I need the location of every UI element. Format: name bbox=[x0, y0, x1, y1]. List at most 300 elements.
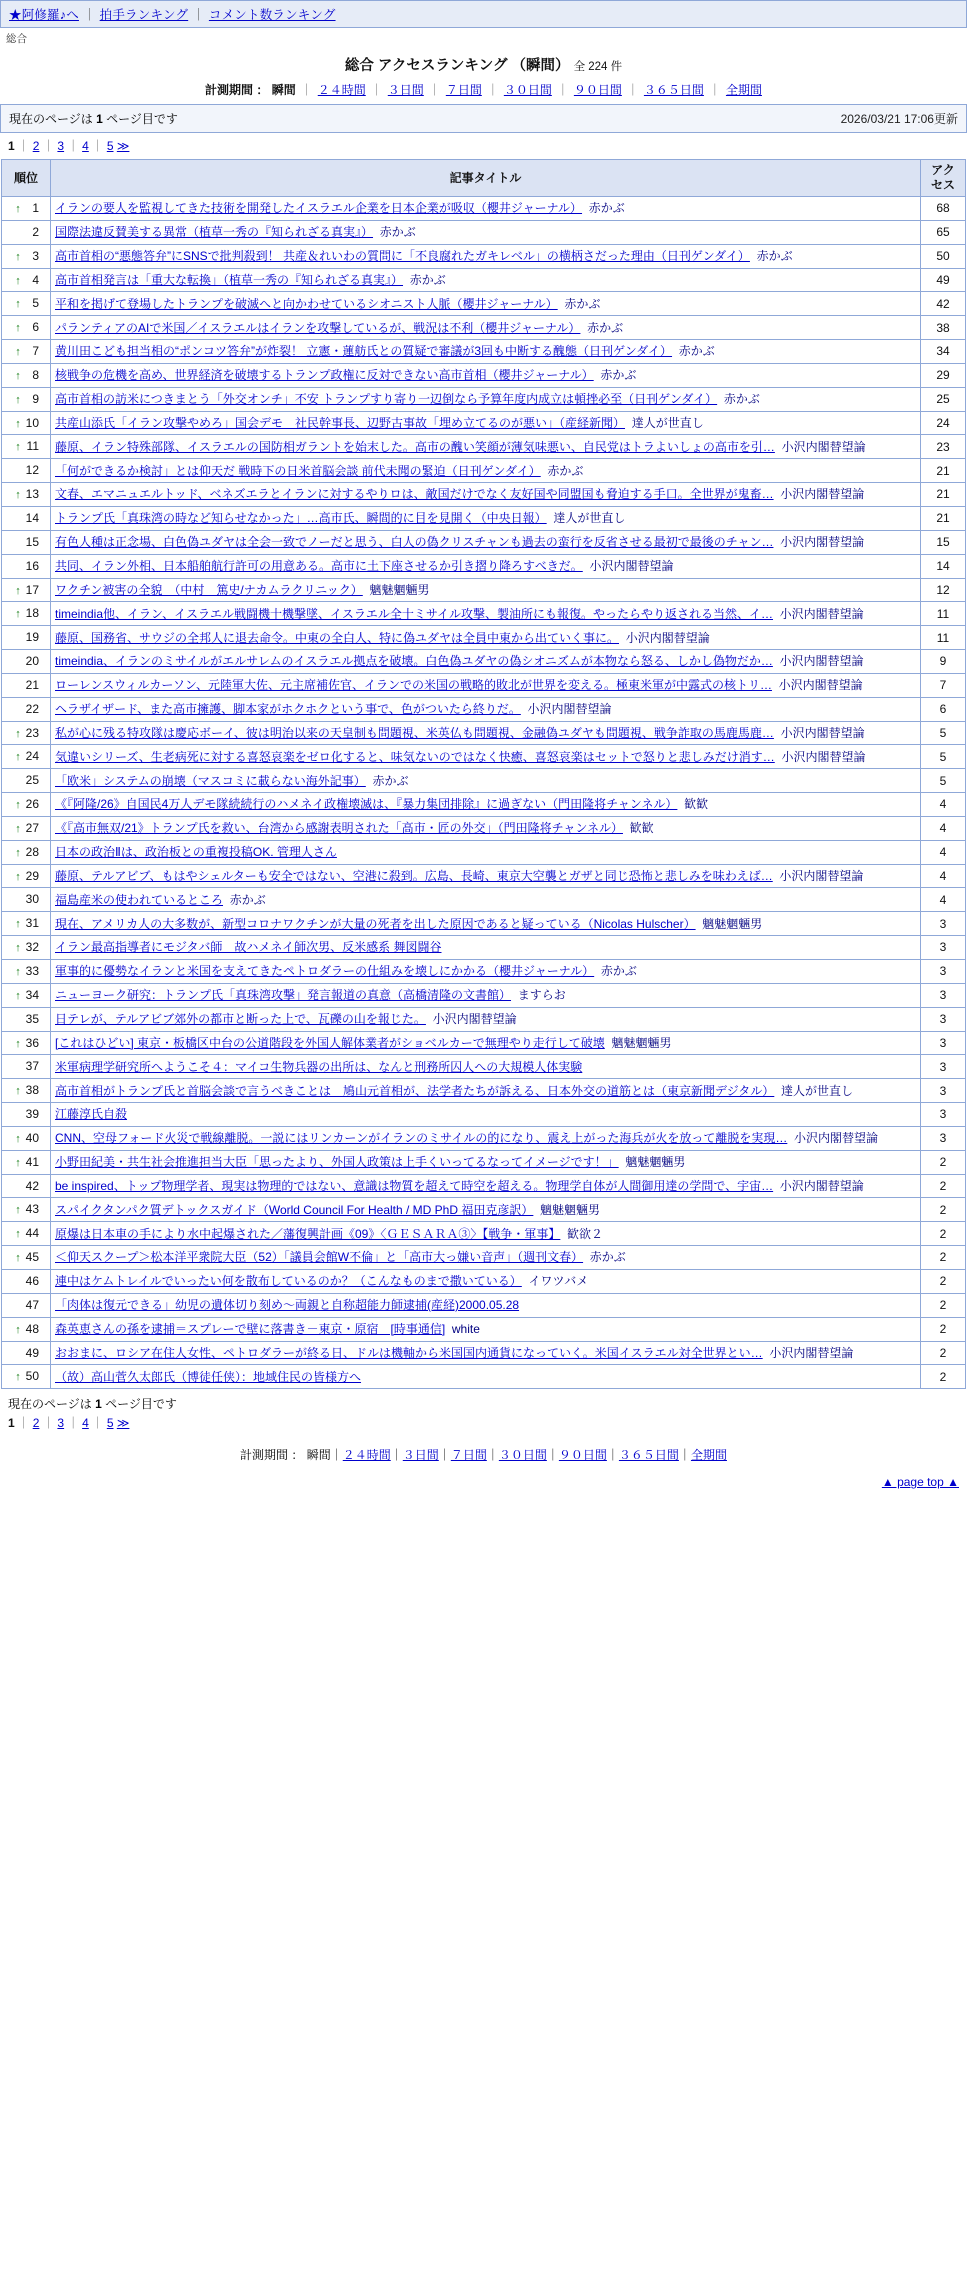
rank-up-arrow-icon: ↑ bbox=[15, 751, 21, 764]
rank-up-arrow-icon: ↑ bbox=[15, 822, 21, 835]
article-title-link[interactable]: 有色人種は正念場、白色偽ユダヤは全会一致でノーだと思う、白人の偽クリスチャンも過去の蛮行を反省させる最初で最後のチャン… bbox=[55, 535, 774, 550]
rank-cell bbox=[2, 936, 51, 960]
rank-number: 3 bbox=[32, 248, 39, 263]
access-count: 2 bbox=[921, 1317, 966, 1341]
rank-up-arrow-icon: ↑ bbox=[15, 727, 21, 740]
article-author: 赤かぶ bbox=[600, 964, 637, 979]
article-author: 魑魅魍魎男 bbox=[611, 1035, 672, 1050]
period-option-365d-bottom[interactable]: ３６５日間 bbox=[618, 1448, 679, 1463]
pager-bottom-next[interactable]: ≫ bbox=[116, 1416, 130, 1431]
access-count: 29 bbox=[921, 363, 966, 387]
article-title-cell bbox=[51, 244, 921, 268]
article-title-link[interactable]: 福島産米の使われているところ bbox=[55, 892, 224, 907]
rank-cell bbox=[2, 530, 51, 554]
rank-cell bbox=[2, 1365, 51, 1389]
rank-up-arrow-icon bbox=[13, 679, 23, 694]
article-author: 赤かぶ bbox=[723, 392, 760, 407]
table-row bbox=[2, 1079, 966, 1103]
article-author: 小沢内閣替望論 bbox=[780, 725, 865, 740]
article-author: 赤かぶ bbox=[379, 225, 416, 240]
rank-cell bbox=[2, 745, 51, 769]
article-title-cell bbox=[51, 769, 921, 793]
access-count: 2 bbox=[921, 1198, 966, 1222]
table-row bbox=[2, 292, 966, 316]
article-title-cell bbox=[51, 1341, 921, 1365]
period-bar-1: ｜ bbox=[370, 83, 383, 97]
rank-up-arrow-icon: ↑ bbox=[15, 250, 21, 263]
article-title-cell bbox=[51, 745, 921, 769]
article-author: 魑魅魍魎男 bbox=[702, 916, 763, 931]
page-info-left bbox=[9, 110, 178, 127]
rank-cell bbox=[2, 340, 51, 364]
period-option-24h-top[interactable]: ２４時間 bbox=[317, 83, 366, 97]
article-title-link[interactable]: 藤原、国務省、サウジの全邦人に退去命令。中東の全白人、特に偽ユダヤは全員中東から出ていく事に。 bbox=[55, 630, 620, 645]
rank-up-arrow-icon: ↑ bbox=[15, 441, 21, 454]
article-author: 赤かぶ bbox=[756, 249, 793, 264]
pager-top-page-1: 1 bbox=[8, 139, 15, 153]
article-title-link[interactable]: パランティアのAIで米国／イスラエルはイランを攻撃しているが、戦況は不利（櫻井ジャーナル） bbox=[55, 320, 581, 335]
article-title-link[interactable]: 平和を掲げて登場したトランプを破滅へと向かわせているシオニスト人脈（櫻井ジャーナル） bbox=[55, 296, 558, 311]
rank-number: 2 bbox=[32, 224, 39, 239]
article-title-link[interactable]: 核戦争の危機を高め、世界経済を破壊するトランプ政権に反対できない高市首相（櫻井ジャーナル） bbox=[55, 368, 594, 383]
pager-top-page-5[interactable]: 5 bbox=[106, 139, 114, 153]
pager-top-bar-4: ｜ bbox=[91, 139, 104, 153]
article-author: 小沢内閣替望論 bbox=[794, 1131, 879, 1146]
page-info-bar bbox=[0, 104, 967, 133]
article-title-link[interactable]: 国際法違反賛美する異常（植草一秀の『知られざる真実』） bbox=[55, 225, 374, 240]
period-bottom-bar-3: ｜ bbox=[486, 1448, 499, 1463]
rank-number: 34 bbox=[25, 987, 39, 1002]
rank-cell bbox=[2, 673, 51, 697]
rank-cell bbox=[2, 1198, 51, 1222]
article-author: 赤かぶ bbox=[564, 296, 601, 311]
access-count: 2 bbox=[921, 1150, 966, 1174]
rank-number: 21 bbox=[25, 677, 39, 692]
rank-up-arrow-icon: ↑ bbox=[15, 393, 21, 406]
header-title: 記事タイトル bbox=[51, 160, 921, 197]
rank-cell bbox=[2, 864, 51, 888]
pager-bottom-bar-4: ｜ bbox=[91, 1416, 104, 1431]
article-title-cell bbox=[51, 411, 921, 435]
table-row bbox=[2, 769, 966, 793]
period-option-3d-bottom[interactable]: ３日間 bbox=[402, 1448, 439, 1463]
period-option-all-top[interactable]: 全期間 bbox=[725, 83, 762, 97]
period-bar-3: ｜ bbox=[486, 83, 499, 97]
article-title-cell bbox=[51, 840, 921, 864]
access-count: 2 bbox=[921, 1246, 966, 1270]
article-title-cell bbox=[51, 1055, 921, 1079]
pager-bottom-page-2[interactable]: 2 bbox=[32, 1416, 40, 1431]
period-option-3d-top[interactable]: ３日間 bbox=[387, 83, 424, 97]
access-count: 5 bbox=[921, 745, 966, 769]
rank-cell bbox=[2, 912, 51, 936]
article-title-link[interactable]: おおまに、ロシア在住人女性、ペトロダラーが終る日、ドルは機軸から米国国内通貨になっていく。米国イスラエル対全世界とい… bbox=[55, 1345, 763, 1360]
period-option-30d-top[interactable]: ３０日間 bbox=[503, 83, 552, 97]
rank-up-arrow-icon bbox=[13, 1275, 23, 1290]
page-top-link[interactable]: ▲ page top ▲ bbox=[881, 1475, 959, 1490]
page-top-link-container bbox=[0, 1469, 967, 1503]
access-count: 2 bbox=[921, 1269, 966, 1293]
period-option-7d-top[interactable]: ７日間 bbox=[445, 83, 482, 97]
rank-cell bbox=[2, 1055, 51, 1079]
rank-number: 16 bbox=[25, 558, 39, 573]
table-row bbox=[2, 1365, 966, 1389]
table-row bbox=[2, 697, 966, 721]
access-count: 4 bbox=[921, 793, 966, 817]
article-title-cell bbox=[51, 602, 921, 626]
access-count: 4 bbox=[921, 864, 966, 888]
period-option-90d-top[interactable]: ９０日間 bbox=[573, 83, 622, 97]
article-title-cell bbox=[51, 1126, 921, 1150]
article-title-link[interactable]: [これはひどい] 東京・板橋区中台の公道階段を外国人解体業者がショベルカーで無理やり走行して破壊 bbox=[55, 1035, 605, 1050]
table-row bbox=[2, 673, 966, 697]
access-count: 5 bbox=[921, 721, 966, 745]
article-title-link[interactable]: 共産山添氏「イラン攻撃やめろ」国会デモ 社民幹事長、辺野古事故「埋め立てるのが悪い」（産経新聞） bbox=[55, 415, 626, 430]
table-row bbox=[2, 816, 966, 840]
article-title-link[interactable]: 「欧米」システムの崩壊（マスコミに載らない海外記事） bbox=[55, 773, 366, 788]
access-count: 3 bbox=[921, 1055, 966, 1079]
pager-bottom-page-5[interactable]: 5 bbox=[106, 1416, 114, 1431]
article-title-link[interactable]: 《『阿隆/26》自国民4万人デモ隊続続行のハメネイ政権壊滅は、『暴力集団排除』に過ぎない（門田隆将チャンネル） bbox=[55, 797, 678, 812]
article-title-link[interactable]: 森英恵さんの孫を逮捕＝スプレーで壁に落書き－東京・原宿 [時事通信] bbox=[55, 1321, 446, 1336]
access-count: 3 bbox=[921, 1103, 966, 1127]
rank-up-arrow-icon: ↑ bbox=[15, 799, 21, 812]
table-row bbox=[2, 578, 966, 602]
article-title-cell bbox=[51, 1007, 921, 1031]
rank-number: 49 bbox=[25, 1345, 39, 1360]
article-title-link[interactable]: 「肉体は復元できる」幼児の遺体切り刻め～両親と自称超能力師逮捕(産経)2000.05.28 bbox=[55, 1298, 520, 1313]
article-title-cell bbox=[51, 1246, 921, 1270]
article-title-link[interactable]: ＜仰天スクープ＞松本洋平衆院大臣（52）「議員会館W不倫」と「高市大っ嫌い音声」（週刊文春） bbox=[55, 1250, 584, 1265]
article-title-cell bbox=[51, 721, 921, 745]
article-title-cell bbox=[51, 816, 921, 840]
article-title-link[interactable]: 「何ができるか検討」とは仰天だ 戦時下の日米首脳会談 前代未聞の緊迫（日刊ゲンダイ） bbox=[55, 463, 541, 478]
table-row bbox=[2, 363, 966, 387]
rank-up-arrow-icon bbox=[13, 774, 23, 789]
rank-number: 1 bbox=[32, 201, 39, 215]
article-title-link[interactable]: 日本の政治Ⅱは、政治板との重複投稿OK. 管理人さん bbox=[55, 845, 337, 860]
access-count: 3 bbox=[921, 1079, 966, 1103]
article-title-cell bbox=[51, 1365, 921, 1389]
nav-separator-2: ｜ bbox=[192, 8, 205, 22]
rank-cell bbox=[2, 363, 51, 387]
rank-up-arrow-icon: ↑ bbox=[15, 489, 21, 502]
article-title-link[interactable]: 藤原、テルアビブ、もはやシェルターも安全ではない、空港に殺到。広島、長崎、東京大空襲とガザと同じ恐怖と悲しみを味わえば… bbox=[55, 868, 773, 883]
article-title-link[interactable]: ワクチン被害の全貌 （中村 篤史/ナカムラクリニック） bbox=[55, 582, 363, 597]
rank-cell bbox=[2, 983, 51, 1007]
article-title-link[interactable]: 江藤淳氏自殺 bbox=[55, 1107, 128, 1122]
article-title-link[interactable]: 私が心に残る特攻隊は慶応ボーイ、彼は明治以来の天皇制も問題視、米英仏も問題視、金融偽ユダヤも問題視、戦争詐取の馬鹿馬鹿… bbox=[55, 725, 774, 740]
article-title-link[interactable]: スパイクタンパク質デトックスガイド（World Council For Health / MD PhD 福田克彦訳） bbox=[55, 1202, 534, 1217]
rank-number: 9 bbox=[32, 391, 39, 406]
table-row bbox=[2, 1007, 966, 1031]
rank-number: 8 bbox=[32, 367, 39, 382]
rank-cell bbox=[2, 316, 51, 340]
access-count: 25 bbox=[921, 387, 966, 411]
nav-link-comment-ranking[interactable]: コメント数ランキング bbox=[208, 8, 336, 22]
access-count: 34 bbox=[921, 340, 966, 364]
rank-cell bbox=[2, 1150, 51, 1174]
period-option-30d-bottom[interactable]: ３０日間 bbox=[498, 1448, 547, 1463]
rank-up-arrow-icon: ↑ bbox=[15, 417, 21, 430]
rank-up-arrow-icon: ↑ bbox=[15, 346, 21, 359]
access-count: 7 bbox=[921, 673, 966, 697]
article-title-link[interactable]: timeindia他、イラン、イスラエル戦闘機十機撃墜、イスラエル全十ミサイル攻撃、製油所にも報復。やったらやり返される当然、イ… bbox=[55, 606, 773, 621]
rank-up-arrow-icon bbox=[13, 536, 23, 551]
pager-bottom-bar-1: ｜ bbox=[17, 1416, 30, 1431]
rank-up-arrow-icon: ↑ bbox=[15, 608, 21, 621]
article-title-link[interactable]: 米軍病理学研究所へようこそ４：マイコ生物兵器の出所は、なんと刑務所囚人への大規模人体実験 bbox=[55, 1059, 583, 1074]
access-count: 68 bbox=[921, 197, 966, 221]
page-info-number-bottom: 1 bbox=[95, 1397, 102, 1412]
rank-number: 23 bbox=[25, 725, 39, 740]
rank-cell bbox=[2, 459, 51, 483]
article-title-cell bbox=[51, 793, 921, 817]
article-title-link[interactable]: ニューヨーク研究：トランプ氏「真珠湾攻撃」発言報道の真意（高橋清隆の文書館） bbox=[55, 988, 512, 1003]
article-title-link[interactable]: 高市首相がトランプ氏と首脳会談で言うべきことは 鳩山元首相が、法学者たちが訴える、日本外交の道筋とは（東京新聞デジタル） bbox=[55, 1083, 775, 1098]
rank-number: 36 bbox=[25, 1035, 39, 1050]
pager-bottom-bar-2: ｜ bbox=[42, 1416, 55, 1431]
article-author: イワツバメ bbox=[528, 1274, 589, 1289]
rank-cell bbox=[2, 1341, 51, 1365]
rank-up-arrow-icon: ↑ bbox=[15, 1228, 21, 1241]
rank-up-arrow-icon: ↑ bbox=[15, 966, 21, 978]
nav-link-home[interactable]: ★阿修羅♪へ bbox=[9, 8, 79, 22]
access-count: 3 bbox=[921, 1126, 966, 1150]
article-title-link[interactable]: トランプ氏「真珠湾の時など知らせなかった」…高市氏、瞬間的に目を見開く（中央日報） bbox=[55, 511, 547, 526]
access-count: 49 bbox=[921, 268, 966, 292]
access-count: 5 bbox=[921, 769, 966, 793]
rank-cell bbox=[2, 769, 51, 793]
article-title-cell bbox=[51, 1293, 921, 1317]
rank-number: 6 bbox=[32, 320, 39, 335]
rank-number: 50 bbox=[25, 1369, 39, 1384]
rank-number: 17 bbox=[25, 582, 39, 597]
period-option-all-bottom[interactable]: 全期間 bbox=[690, 1448, 727, 1463]
page-info-post: ページ目です bbox=[102, 112, 178, 126]
article-title-link[interactable]: CNN、空母フォード火災で戦線離脱。一説にはリンカーンがイランのミサイルの的になり、震え上がった海兵が火を放って離脱を実現… bbox=[55, 1131, 788, 1146]
period-bar-6: ｜ bbox=[708, 83, 721, 97]
article-title-cell bbox=[51, 340, 921, 364]
rank-up-arrow-icon: ↑ bbox=[15, 1085, 21, 1098]
article-author: ますらお bbox=[517, 988, 566, 1003]
period-option-7d-bottom[interactable]: ７日間 bbox=[450, 1448, 487, 1463]
page-info-pre: 現在のページは bbox=[9, 112, 97, 126]
article-title-link[interactable]: 軍事的に優勢なイランと米国を支えてきたペトロダラーの仕組みを壊しにかかる（櫻井ジャーナル） bbox=[55, 964, 595, 979]
rank-up-arrow-icon: ↑ bbox=[15, 1132, 21, 1145]
article-title-link[interactable]: timeindia、イランのミサイルがエルサレムのイスラエル拠点を破壊。白色偽ユダヤの偽シオニズムが本物なら怒る、しかし偽物だか… bbox=[55, 654, 773, 669]
rank-up-arrow-icon bbox=[13, 464, 23, 479]
rank-cell bbox=[2, 1174, 51, 1198]
rank-number: 41 bbox=[25, 1154, 39, 1169]
rank-up-arrow-icon: ↑ bbox=[15, 918, 21, 931]
rank-up-arrow-icon bbox=[13, 1299, 23, 1314]
nav-link-applause-ranking[interactable]: 拍手ランキング bbox=[99, 8, 189, 22]
article-author: 小沢内閣替望論 bbox=[432, 1012, 517, 1027]
period-bar-5: ｜ bbox=[626, 83, 639, 97]
rank-cell bbox=[2, 1031, 51, 1055]
article-title-link[interactable]: 共同、イラン外相、日本船舶航行許可の用意ある。高市に土下座させるか引き摺り降ろすべきだ。 bbox=[55, 558, 583, 573]
rank-number: 33 bbox=[25, 964, 39, 978]
rank-up-arrow-icon bbox=[13, 893, 23, 908]
article-title-link[interactable]: 高市首相の“悪態答弁”にSNSで批判殺到！ 共産＆れいわの質問に「不良腐れたガキレベル」の横柄さだった理由（日刊ゲンダイ） bbox=[55, 249, 750, 264]
article-title-cell bbox=[51, 530, 921, 554]
article-title-link[interactable]: （故）高山菅久太郎氏（博徒任侠）：地域住民の皆様方へ bbox=[55, 1369, 362, 1384]
article-title-cell bbox=[51, 983, 921, 1007]
pager-top-bar-3: ｜ bbox=[67, 139, 80, 153]
rank-number: 30 bbox=[25, 892, 39, 907]
article-title-link[interactable]: be inspired、トップ物理学者、現実は物理的ではない、意識は物質を超えて時空を超える。物理学自体が人間御用達の学問で、宇宙… bbox=[55, 1178, 774, 1193]
rank-number: 45 bbox=[25, 1250, 39, 1265]
article-title-link[interactable]: 現在、アメリカ人の大多数が、新型コロナワクチンが大量の死者を出した原因であると疑っている（Nicolas Hulscher） bbox=[55, 916, 696, 931]
rank-up-arrow-icon: ↑ bbox=[15, 1371, 21, 1384]
period-option-90d-bottom[interactable]: ９０日間 bbox=[558, 1448, 607, 1463]
article-title-cell bbox=[51, 387, 921, 411]
pager-top-page-2[interactable]: 2 bbox=[32, 139, 40, 153]
rank-up-arrow-icon bbox=[13, 512, 23, 527]
article-title-link[interactable]: 原爆は日本車の手により水中起爆された／藩復興計画《09》〈ＧＥＳＡＲＡ③〉【戦争・軍事】 bbox=[55, 1226, 561, 1241]
article-author: 小沢内閣替望論 bbox=[778, 678, 863, 693]
page-title-text: 総合 アクセスランキング （瞬間） bbox=[344, 58, 570, 74]
table-row bbox=[2, 626, 966, 650]
table-row bbox=[2, 602, 966, 626]
pager-top bbox=[0, 133, 967, 159]
article-author: 小沢内閣替望論 bbox=[589, 558, 674, 573]
period-option-24h-bottom[interactable]: ２４時間 bbox=[342, 1448, 391, 1463]
article-author: 赤かぶ bbox=[409, 272, 446, 287]
period-bottom-bar-6: ｜ bbox=[678, 1448, 691, 1463]
table-row bbox=[2, 1198, 966, 1222]
period-option-365d-top[interactable]: ３６５日間 bbox=[643, 83, 704, 97]
period-bar-4: ｜ bbox=[556, 83, 569, 97]
table-row bbox=[2, 1269, 966, 1293]
article-author: 赤かぶ bbox=[589, 1250, 626, 1265]
article-title-cell bbox=[51, 888, 921, 912]
table-row bbox=[2, 912, 966, 936]
rank-number: 25 bbox=[25, 773, 39, 788]
period-bottom-bar-5: ｜ bbox=[606, 1448, 619, 1463]
rank-number: 47 bbox=[25, 1297, 39, 1312]
table-row bbox=[2, 1246, 966, 1270]
article-title-link[interactable]: 藤原、イラン特殊部隊、イスラエルの国防相ガラントを始末した。高市の醜い笑顔が薄気味悪い、自民党はトラよいしょの高市を引… bbox=[55, 439, 775, 454]
article-title-cell bbox=[51, 1269, 921, 1293]
article-author: 小沢内閣替望論 bbox=[769, 1345, 854, 1360]
rank-up-arrow-icon: ↑ bbox=[15, 1037, 21, 1050]
table-row bbox=[2, 340, 966, 364]
table-row bbox=[2, 745, 966, 769]
article-title-cell bbox=[51, 578, 921, 602]
article-title-link[interactable]: イラン最高指導者にモジタバ師 故ハメネイ師次男、反米感系 舞図闘谷 bbox=[55, 940, 442, 955]
article-title-link[interactable]: 小野田紀美・共生社会推進担当大臣「思ったより、外国人政策は上手くいってるなってイメージです！」 bbox=[55, 1155, 619, 1170]
article-title-link[interactable]: 連中はケムトレイルでいったい何を散布しているのか？（こんなものまで撒いている） bbox=[55, 1274, 522, 1289]
rank-number: 13 bbox=[25, 487, 39, 502]
rank-number: 44 bbox=[25, 1226, 39, 1241]
article-title-link[interactable]: 高市首相の訪米につきまとう「外交オンチ」不安 トランプすり寄り一辺倒なら予算年度内成立は頓挫必至（日刊ゲンダイ） bbox=[55, 392, 718, 407]
article-title-link[interactable]: 高市首相発言は「重大な転換」（植草一秀の『知られざる真実』） bbox=[55, 272, 404, 287]
rank-number: 28 bbox=[25, 844, 39, 859]
period-selector-top bbox=[0, 77, 967, 104]
rank-up-arrow-icon bbox=[13, 703, 23, 718]
article-author: 魑魅魍魎男 bbox=[540, 1202, 601, 1217]
article-author: 歓欲２ bbox=[567, 1226, 604, 1241]
rank-cell bbox=[2, 554, 51, 578]
rank-cell bbox=[2, 1317, 51, 1341]
rank-number: 35 bbox=[25, 1011, 39, 1026]
table-row bbox=[2, 1174, 966, 1198]
table-row bbox=[2, 197, 966, 221]
rank-cell bbox=[2, 1222, 51, 1246]
rank-cell bbox=[2, 721, 51, 745]
rank-number: 7 bbox=[32, 344, 39, 359]
pager-bottom-bar-3: ｜ bbox=[67, 1416, 80, 1431]
article-title-link[interactable]: 黄川田こども担当相の“ポンコツ答弁”が炸裂！ 立憲・蓮舫氏との質疑で審議が3回も中断する醜態（日刊ゲンダイ） bbox=[55, 344, 673, 359]
article-title-cell bbox=[51, 483, 921, 507]
access-count: 11 bbox=[921, 626, 966, 650]
page-info-number: 1 bbox=[96, 112, 103, 126]
rank-number: 5 bbox=[32, 296, 39, 311]
pager-bottom-page-3[interactable]: 3 bbox=[57, 1416, 65, 1431]
article-title-link[interactable]: 日テレが、テルアビブ郊外の都市と断った上で、瓦礫の山を報じた。 bbox=[55, 1012, 426, 1027]
article-author: 達人が世直し bbox=[631, 415, 704, 430]
rank-number: 37 bbox=[25, 1059, 39, 1074]
pager-top-page-3[interactable]: 3 bbox=[57, 139, 65, 153]
article-title-cell bbox=[51, 292, 921, 316]
article-author: 赤かぶ bbox=[372, 773, 409, 788]
access-count: 38 bbox=[921, 316, 966, 340]
table-row bbox=[2, 864, 966, 888]
rank-up-arrow-icon: ↑ bbox=[15, 1156, 21, 1169]
rank-up-arrow-icon: ↑ bbox=[15, 203, 21, 215]
table-row bbox=[2, 1341, 966, 1365]
article-author: 赤かぶ bbox=[678, 344, 715, 359]
pager-top-next[interactable]: ≫ bbox=[116, 139, 130, 153]
article-author: 小沢内閣替望論 bbox=[779, 654, 864, 669]
rank-number: 15 bbox=[25, 534, 39, 549]
table-row bbox=[2, 530, 966, 554]
rank-up-arrow-icon: ↑ bbox=[15, 369, 21, 382]
rank-number: 43 bbox=[25, 1202, 39, 1217]
article-title-link[interactable]: イランの要人を監視してきた技術を開発したイスラエル企業を日本企業が吸収（櫻井ジャーナル） bbox=[55, 201, 583, 216]
access-count: 2 bbox=[921, 1341, 966, 1365]
pager-top-page-4[interactable]: 4 bbox=[82, 139, 89, 153]
article-title-link[interactable]: ヘラザイザード、また高市擁護、脚本家がホクホクという事で、色がついたら終りだ。 bbox=[55, 702, 521, 717]
table-row bbox=[2, 506, 966, 530]
article-title-link[interactable]: 《『高市無双/21》トランプ氏を救い、台湾から感謝表明された「高市・匠の外交」（門田隆将チャンネル） bbox=[55, 821, 623, 836]
article-title-cell bbox=[51, 626, 921, 650]
access-count: 11 bbox=[921, 602, 966, 626]
access-count: 9 bbox=[921, 650, 966, 674]
article-author: 歓歓 bbox=[684, 797, 709, 812]
article-title-cell bbox=[51, 936, 921, 960]
table-row bbox=[2, 1150, 966, 1174]
last-updated: 2026/03/21 17:06更新 bbox=[840, 112, 958, 126]
breadcrumb: 総合 bbox=[6, 33, 27, 45]
access-count: 6 bbox=[921, 697, 966, 721]
article-title-cell bbox=[51, 912, 921, 936]
article-title-link[interactable]: ローレンスウィルカーソン、元陸軍大佐、元主席補佐官、イランでの米国の戦略的敗北が世界を変える。極東米軍が中露式の核トリ… bbox=[55, 678, 772, 693]
article-title-link[interactable]: 気違いシリーズ、生老病死に対する喜怒哀楽をゼロ化すると、味気ないのではなく快癒、喜怒哀楽はセットで怒りと悲しみだけ消す… bbox=[55, 749, 775, 764]
access-count: 4 bbox=[921, 888, 966, 912]
rank-number: 40 bbox=[25, 1130, 39, 1145]
access-count: 3 bbox=[921, 936, 966, 960]
pager-bottom-page-4[interactable]: 4 bbox=[82, 1416, 89, 1431]
article-title-cell bbox=[51, 1103, 921, 1127]
article-title-link[interactable]: 文春、エマニュエルトッド、ベネズエラとイランに対するやりロは、敵国だけでなく友好国や同盟国も脅迫する手口。全世界が鬼畜… bbox=[55, 487, 774, 502]
article-title-cell bbox=[51, 197, 921, 221]
period-bar-2: ｜ bbox=[428, 83, 441, 97]
table-row bbox=[2, 721, 966, 745]
rank-cell bbox=[2, 626, 51, 650]
